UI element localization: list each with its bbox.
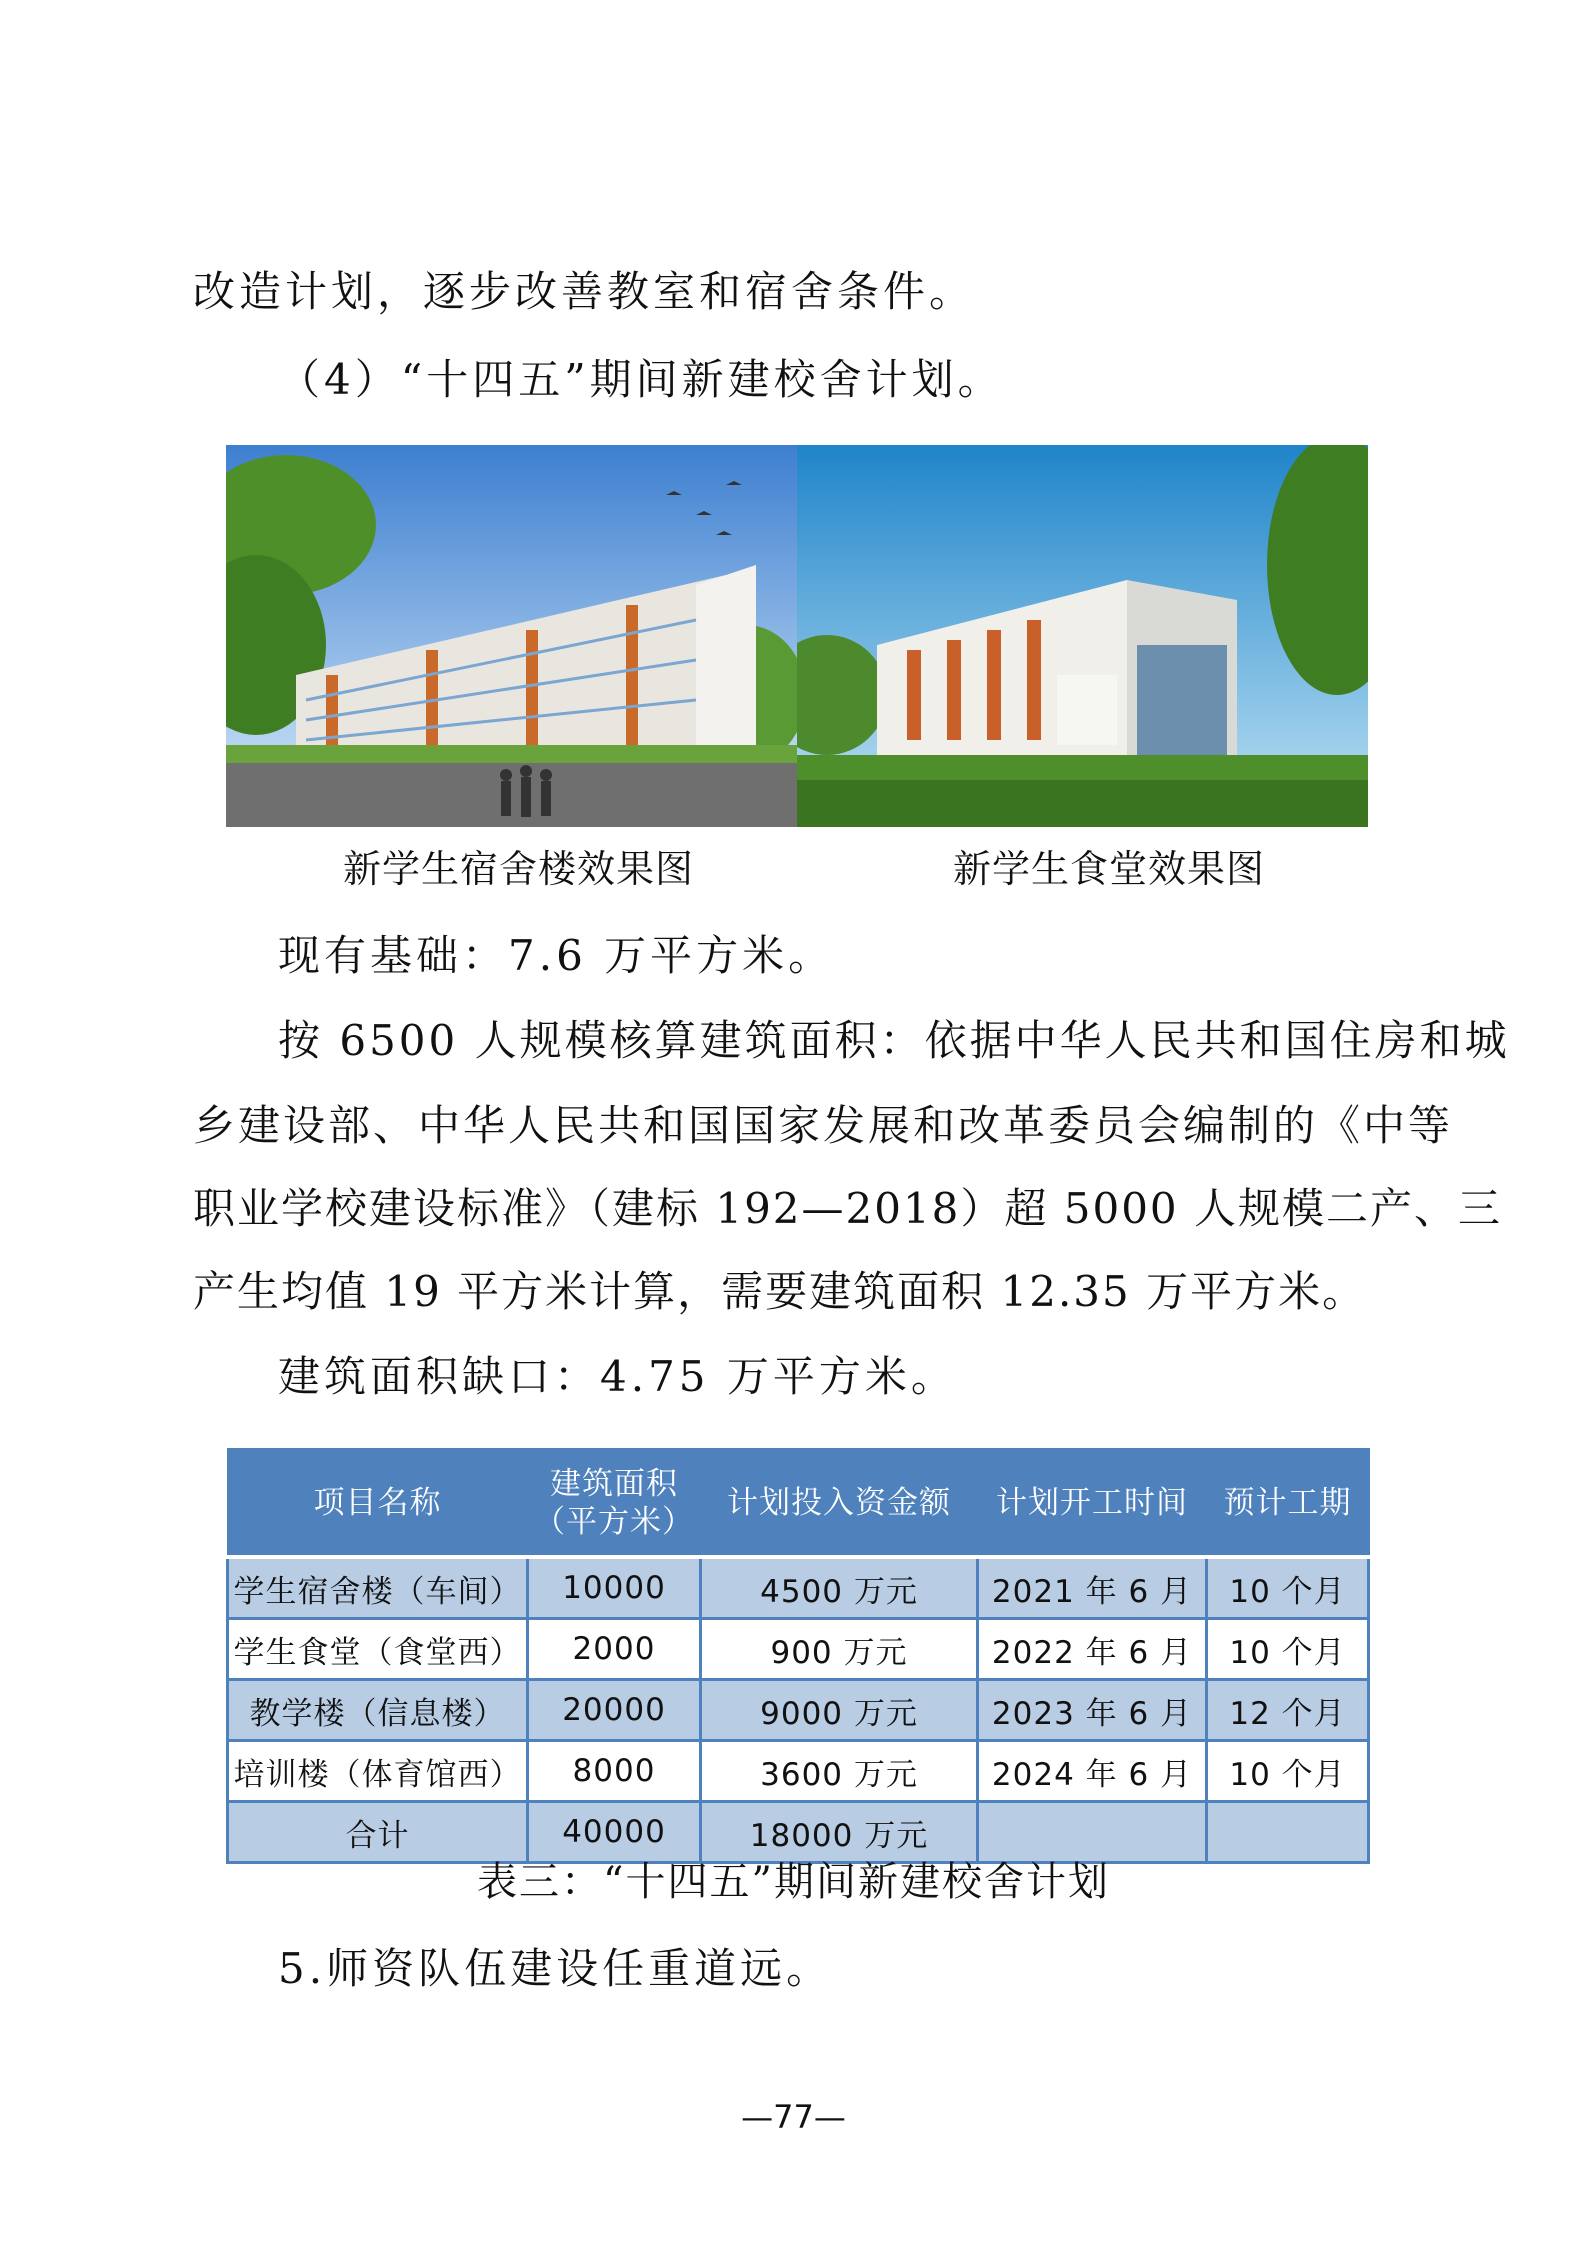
cell-area: 2000 [528, 1619, 701, 1680]
paragraph-existing-base: 现有基础：7.6 万平方米。 [278, 931, 835, 980]
cell-funds: 9000 万元 [701, 1680, 978, 1741]
cell-duration [1207, 1802, 1369, 1863]
paragraph-calculation-line2: 乡建设部、中华人民共和国国家发展和改革委员会编制的《中等 [193, 1101, 1454, 1150]
table-caption: 表三：“十四五”期间新建校舍计划 [477, 1859, 1110, 1905]
page-number: —77— [741, 2098, 846, 2136]
table-row [228, 1680, 1369, 1741]
cell-start [978, 1802, 1207, 1863]
cell-funds: 4500 万元 [701, 1557, 978, 1619]
header-planned-start: 计划开工时间 [978, 1449, 1207, 1557]
table-row [228, 1741, 1369, 1802]
cell-duration: 10 个月 [1207, 1741, 1369, 1802]
paragraph-area-gap: 建筑面积缺口：4.75 万平方米。 [278, 1352, 957, 1401]
cell-name: 学生食堂（食堂西） [228, 1619, 528, 1680]
cell-duration: 12 个月 [1207, 1680, 1369, 1741]
cell-funds: 18000 万元 [701, 1802, 978, 1863]
section-heading-teachers: 5.师资队伍建设任重道远。 [278, 1944, 833, 1993]
cell-name: 教学楼（信息楼） [228, 1680, 528, 1741]
cell-funds: 900 万元 [701, 1619, 978, 1680]
cell-area: 40000 [528, 1802, 701, 1863]
header-duration: 预计工期 [1207, 1449, 1369, 1557]
cell-duration: 10 个月 [1207, 1557, 1369, 1619]
construction-plan-table [226, 1448, 1370, 1864]
paragraph-continuation: 改造计划，逐步改善教室和宿舍条件。 [193, 267, 976, 316]
dormitory-rendering-image [226, 445, 797, 827]
paragraph-calculation-line4: 产生均值 19 平方米计算，需要建筑面积 12.35 万平方米。 [193, 1267, 1367, 1316]
section-heading: （4）“十四五”期间新建校舍计划。 [278, 355, 1004, 404]
header-area-line1: 建筑面积 [550, 1465, 678, 1502]
paragraph-calculation-line3: 职业学校建设标准》（建标 192—2018）超 5000 人规模二产、三 [193, 1184, 1502, 1233]
cell-start: 2024 年 6 月 [978, 1741, 1207, 1802]
table-header-row [228, 1449, 1369, 1557]
table-row [228, 1619, 1369, 1680]
cell-area: 20000 [528, 1680, 701, 1741]
header-area-line2: （平方米） [534, 1503, 694, 1540]
header-project-name: 项目名称 [228, 1449, 528, 1557]
cell-area: 8000 [528, 1741, 701, 1802]
cell-start: 2021 年 6 月 [978, 1557, 1207, 1619]
dormitory-image-caption: 新学生宿舍楼效果图 [343, 847, 695, 891]
cell-start: 2022 年 6 月 [978, 1619, 1207, 1680]
canteen-image-caption: 新学生食堂效果图 [953, 847, 1266, 891]
canteen-rendering-image [797, 445, 1368, 827]
paragraph-calculation-line1: 按 6500 人规模核算建筑面积：依据中华人民共和国住房和城 [278, 1016, 1510, 1065]
cell-start: 2023 年 6 月 [978, 1680, 1207, 1741]
table-row [228, 1557, 1369, 1619]
cell-name: 合计 [228, 1802, 528, 1863]
table-total-row [228, 1802, 1369, 1863]
cell-name: 培训楼（体育馆西） [228, 1741, 528, 1802]
cell-duration: 10 个月 [1207, 1619, 1369, 1680]
cell-area: 10000 [528, 1557, 701, 1619]
cell-funds: 3600 万元 [701, 1741, 978, 1802]
header-building-area [528, 1449, 701, 1557]
cell-name: 学生宿舍楼（车间） [228, 1557, 528, 1619]
header-planned-funds: 计划投入资金额 [701, 1449, 978, 1557]
